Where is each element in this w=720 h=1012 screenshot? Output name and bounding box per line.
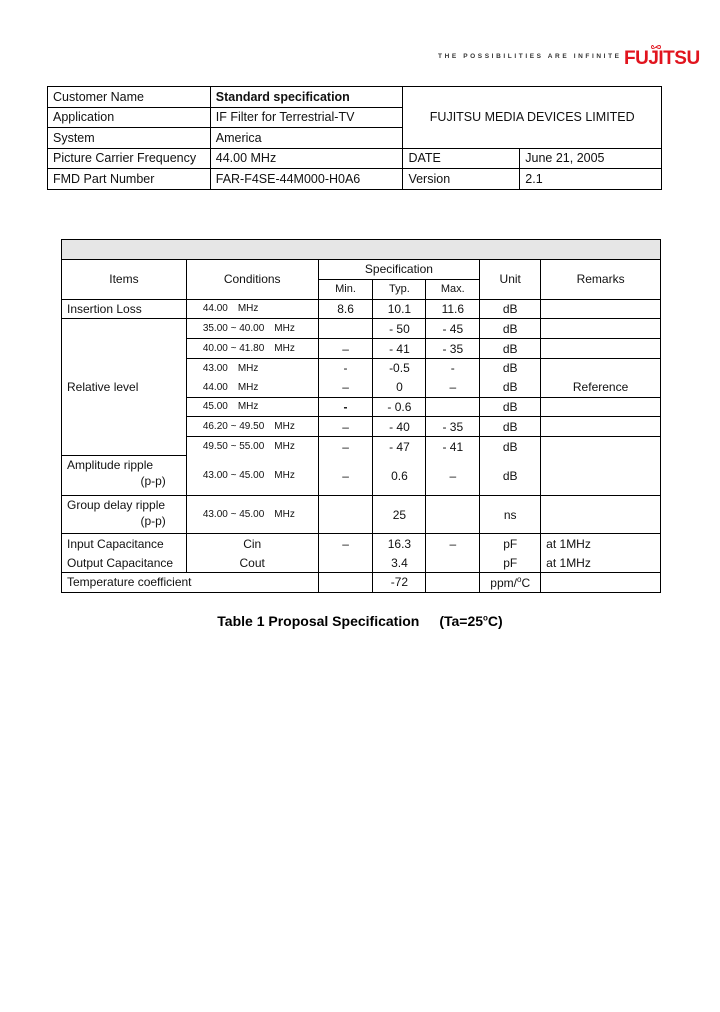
unit-cell: dB	[480, 397, 541, 417]
remark-cell: at 1MHz	[541, 553, 661, 572]
condition-cell: 44.00 MHz	[186, 299, 318, 319]
unit-cell: dB	[480, 417, 541, 437]
date-value: June 21, 2005	[520, 148, 662, 169]
typ-cell: 10.1	[373, 299, 426, 319]
remark-cell	[541, 339, 661, 359]
specification-table	[61, 239, 661, 593]
application-value: IF Filter for Terrestrial-TV	[210, 107, 403, 128]
min-cell: –	[318, 339, 373, 359]
items-header: Items	[62, 260, 187, 300]
application-label: Application	[48, 107, 211, 128]
system-value: America	[210, 128, 403, 149]
min-cell	[318, 496, 373, 534]
part-label: FMD Part Number	[48, 169, 211, 190]
item-cell: Output Capacitance	[62, 553, 187, 572]
typ-cell: - 41	[373, 339, 426, 359]
max-cell: –	[426, 534, 480, 553]
max-cell: - 35	[426, 339, 480, 359]
table-row	[62, 319, 661, 339]
min-cell	[318, 553, 373, 572]
min-cell: –	[318, 417, 373, 437]
max-cell: –	[426, 456, 480, 496]
remark-cell	[541, 397, 661, 417]
pcf-value: 44.00 MHz	[210, 148, 403, 169]
min-cell: 8.6	[318, 299, 373, 319]
remark-cell	[541, 358, 661, 377]
pcf-label: Picture Carrier Frequency	[48, 148, 211, 169]
typ-cell: 25	[373, 496, 426, 534]
customer-name-value: Standard specification	[210, 87, 403, 108]
remark-cell	[541, 437, 661, 456]
version-label: Version	[403, 169, 520, 190]
min-cell: –	[318, 534, 373, 553]
typ-cell: - 50	[373, 319, 426, 339]
unit-cell: dB	[480, 299, 541, 319]
table-row	[62, 534, 661, 553]
max-cell	[426, 397, 480, 417]
infinity-mark-icon	[651, 43, 661, 51]
unit-cell: dB	[480, 437, 541, 456]
min-cell	[318, 319, 373, 339]
unit-cell: ppm/$^o$C	[480, 573, 541, 593]
remark-cell: at 1MHz	[541, 534, 661, 553]
table-row	[62, 573, 661, 593]
item-cell: Temperature coefficient	[62, 573, 319, 593]
unit-cell: dB	[480, 339, 541, 359]
min-header: Min.	[318, 279, 373, 299]
condition-cell: 45.00 MHz	[186, 397, 318, 417]
max-cell: 11.6	[426, 299, 480, 319]
max-cell: - 45	[426, 319, 480, 339]
max-cell	[426, 573, 480, 593]
typ-cell: 0	[373, 378, 426, 397]
unit-cell: dB	[480, 378, 541, 397]
header-info-table	[47, 86, 662, 190]
part-value: FAR-F4SE-44M000-H0A6	[210, 169, 403, 190]
unit-cell: dB	[480, 319, 541, 339]
customer-name-label: Customer Name	[48, 87, 211, 108]
relative-level-label: Relative level	[62, 319, 187, 456]
table-row	[62, 553, 661, 572]
table-title-bar	[62, 240, 661, 260]
company-name: FUJITSU MEDIA DEVICES LIMITED	[403, 87, 662, 149]
remark-cell	[541, 456, 661, 496]
table-caption: Table 1 Proposal Specification $(Ta=25^oC)$	[217, 613, 503, 629]
remark-cell	[541, 417, 661, 437]
unit-cell: pF	[480, 553, 541, 572]
min-cell	[318, 573, 373, 593]
system-label: System	[48, 128, 211, 149]
unit-cell: ns	[480, 496, 541, 534]
amplitude-ripple-item: Amplitude ripple (p-p)	[62, 456, 187, 496]
unit-cell: dB	[480, 456, 541, 496]
min-cell: –	[318, 378, 373, 397]
logo-text: FUJITSU	[624, 48, 700, 69]
condition-cell: Cout	[186, 553, 318, 572]
brand-tagline: THE POSSIBILITIES ARE INFINITE	[438, 53, 622, 60]
condition-cell: 43.00 ~ 45.00 MHz	[186, 456, 318, 496]
remarks-header: Remarks	[541, 260, 661, 300]
condition-cell: 43.00 MHz	[186, 358, 318, 377]
condition-cell: 40.00 ~ 41.80 MHz	[186, 339, 318, 359]
max-cell: - 35	[426, 417, 480, 437]
typ-cell: - 0.6	[373, 397, 426, 417]
max-header: Max.	[426, 279, 480, 299]
min-cell: -	[318, 397, 373, 417]
typ-cell: -0.5	[373, 358, 426, 377]
min-cell: –	[318, 456, 373, 496]
remark-cell	[541, 496, 661, 534]
date-label: DATE	[403, 148, 520, 169]
item-cell: Insertion Loss	[62, 299, 187, 319]
condition-cell: 46.20 ~ 49.50 MHz	[186, 417, 318, 437]
typ-cell: 3.4	[373, 553, 426, 572]
max-cell: -	[426, 358, 480, 377]
table-row	[62, 299, 661, 319]
typ-cell: -72	[373, 573, 426, 593]
max-cell: –	[426, 378, 480, 397]
fujitsu-logo	[624, 48, 700, 72]
typ-cell: - 47	[373, 437, 426, 456]
version-value: 2.1	[520, 169, 662, 190]
min-cell: –	[318, 437, 373, 456]
unit-cell: dB	[480, 358, 541, 377]
typ-header: Typ.	[373, 279, 426, 299]
unit-header: Unit	[480, 260, 541, 300]
condition-cell: 49.50 ~ 55.00 MHz	[186, 437, 318, 456]
condition-cell: Cin	[186, 534, 318, 553]
conditions-header: Conditions	[186, 260, 318, 300]
max-cell	[426, 553, 480, 572]
max-cell	[426, 496, 480, 534]
remark-cell	[541, 319, 661, 339]
table-row	[62, 456, 661, 496]
condition-cell: 43.00 ~ 45.00 MHz	[186, 496, 318, 534]
table-row	[62, 496, 661, 534]
group-delay-item: Group delay ripple (p-p)	[62, 496, 187, 534]
typ-cell: 0.6	[373, 456, 426, 496]
remark-cell	[541, 573, 661, 593]
unit-cell: pF	[480, 534, 541, 553]
remark-cell	[541, 299, 661, 319]
item-cell: Input Capacitance	[62, 534, 187, 553]
typ-cell: - 40	[373, 417, 426, 437]
typ-cell: 16.3	[373, 534, 426, 553]
max-cell: - 41	[426, 437, 480, 456]
condition-cell: 35.00 ~ 40.00 MHz	[186, 319, 318, 339]
specification-header: Specification	[318, 260, 480, 280]
remark-cell: Reference	[541, 378, 661, 397]
condition-cell: 44.00 MHz	[186, 378, 318, 397]
min-cell: -	[318, 358, 373, 377]
